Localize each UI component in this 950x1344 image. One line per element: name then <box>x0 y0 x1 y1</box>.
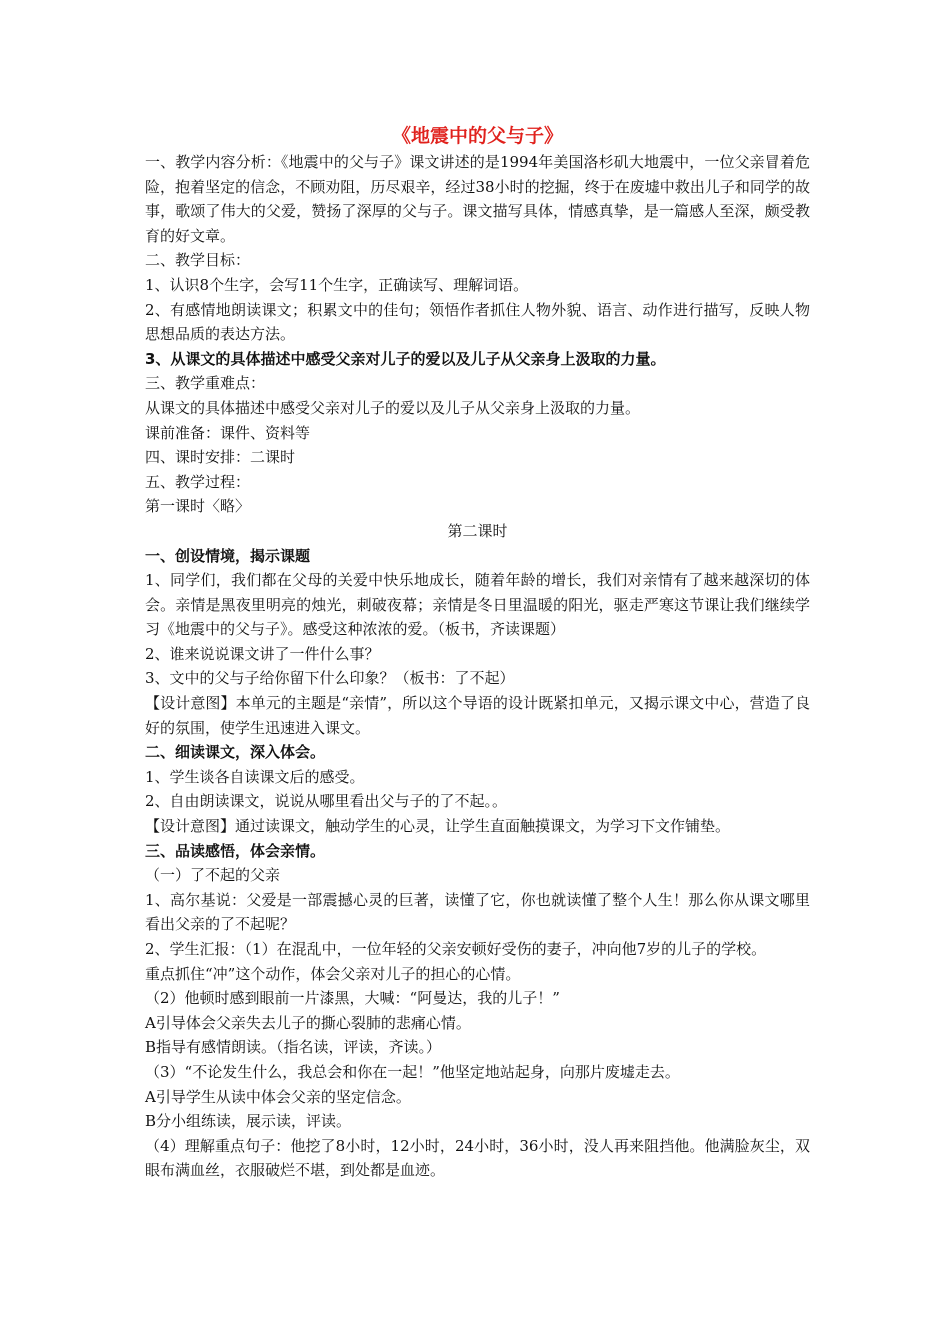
paragraph: 1、同学们，我们都在父母的关爱中快乐地成长，随着年龄的增长，我们对亲情有了越来越深切的体会。亲情是黑夜里明亮的烛光，刺破夜幕；亲情是冬日里温暖的阳光，驱走严寒这节课让我们继续学习《地震中的父与子》。感受这种浓浓的爱。（板书，齐读课题） <box>145 571 810 639</box>
paragraph: 一、教学内容分析：《地震中的父与子》课文讲述的是1994年美国洛杉矶大地震中，一位父亲冒着危险，抱着坚定的信念，不顾劝阻，历尽艰辛，经过38小时的挖掘，终于在废墟中救出儿子和同学的故事，歌颂了伟大的父爱，赞扬了深厚的父与子。课文描写具体，情感真挚，是一篇感人至深，颇受教育的好文章。 <box>145 153 810 245</box>
paragraph: 2、谁来说说课文讲了一件什么事？ <box>145 644 380 663</box>
paragraph: 课前准备：课件、资料等 <box>145 423 311 442</box>
paragraph: 二、教学目标： <box>145 251 251 270</box>
paragraph: 1、学生谈各自读课文后的感受。 <box>145 767 365 786</box>
paragraph: 从课文的具体描述中感受父亲对儿子的爱以及儿子从父亲身上汲取的力量。 <box>145 398 641 417</box>
paragraph: 2、自由朗读课文，说说从哪里看出父与子的了不起。。 <box>145 792 508 811</box>
paragraph: （4）理解重点句子：他挖了8小时，12小时，24小时，36小时，没人再来阻挡他。他满脸灰尘，双眼布满血丝，衣服破烂不堪，到处都是血迹。 <box>145 1136 810 1180</box>
document-body <box>145 150 810 1183</box>
paragraph: （3）“不论发生什么，我总会和你在一起！”他坚定地站起身，向那片废墟走去。 <box>145 1062 680 1081</box>
paragraph: A引导学生从读中体会父亲的坚定信念。 <box>145 1087 411 1106</box>
paragraph: （一）了不起的父亲 <box>145 866 281 885</box>
paragraph: B分小组练读，展示读，评读。 <box>145 1112 352 1131</box>
paragraph: 2、学生汇报：（1）在混乱中，一位年轻的父亲安顿好受伤的妻子，冲向他7岁的儿子的学校。 <box>145 940 767 958</box>
paragraph: 1、高尔基说：父爱是一部震撼心灵的巨著，读懂了它，你也就读懂了整个人生！那么你从课文哪里看出父亲的了不起呢？ <box>145 890 810 934</box>
paragraph: 【设计意图】本单元的主题是“亲情”，所以这个导语的设计既紧扣单元，又揭示课文中心，营造了良好的氛围，使学生迅速进入课文。 <box>145 694 810 737</box>
paragraph: B指导有感情朗读。（指名读，评读，齐读。） <box>145 1038 442 1057</box>
section-heading: 3、从课文的具体描述中感受父亲对儿子的爱以及儿子从父亲身上汲取的力量。 <box>145 349 666 368</box>
section-heading: 三、品读感悟，体会亲情。 <box>145 841 326 860</box>
lesson-heading: 第二课时 <box>447 521 508 540</box>
paragraph: 3、文中的父与子给你留下什么印象？（板书：了不起） <box>145 669 515 688</box>
paragraph: 1、认识8个生字，会写11个生字，正确读写、理解词语。 <box>145 275 529 294</box>
paragraph: 第一课时〈略〉 <box>145 497 251 516</box>
paragraph: 五、教学过程： <box>145 472 251 491</box>
paragraph: （2）他顿时感到眼前一片漆黑，大喊：“阿曼达，我的儿子！” <box>145 989 560 1008</box>
section-heading: 一、创设情境，揭示课题 <box>145 546 311 565</box>
paragraph: 三、教学重难点： <box>145 374 266 393</box>
paragraph: 重点抓住“冲”这个动作，体会父亲对儿子的担心的心情。 <box>145 964 521 983</box>
paragraph: 四、课时安排：二课时 <box>145 448 296 467</box>
paragraph: A引导体会父亲失去儿子的撕心裂肺的悲痛心情。 <box>145 1013 471 1032</box>
document-title: 《地震中的父与子》 <box>391 125 563 147</box>
document-page <box>145 122 810 1183</box>
section-heading: 二、细读课文，深入体会。 <box>145 743 326 762</box>
paragraph: 2、有感情地朗读课文；积累文中的佳句；领悟作者抓住人物外貌、语言、动作进行描写，反映人物思想品质的表达方法。 <box>145 300 810 344</box>
paragraph: 【设计意图】通过读课文，触动学生的心灵，让学生直面触摸课文，为学习下文作铺垫。 <box>145 817 731 836</box>
